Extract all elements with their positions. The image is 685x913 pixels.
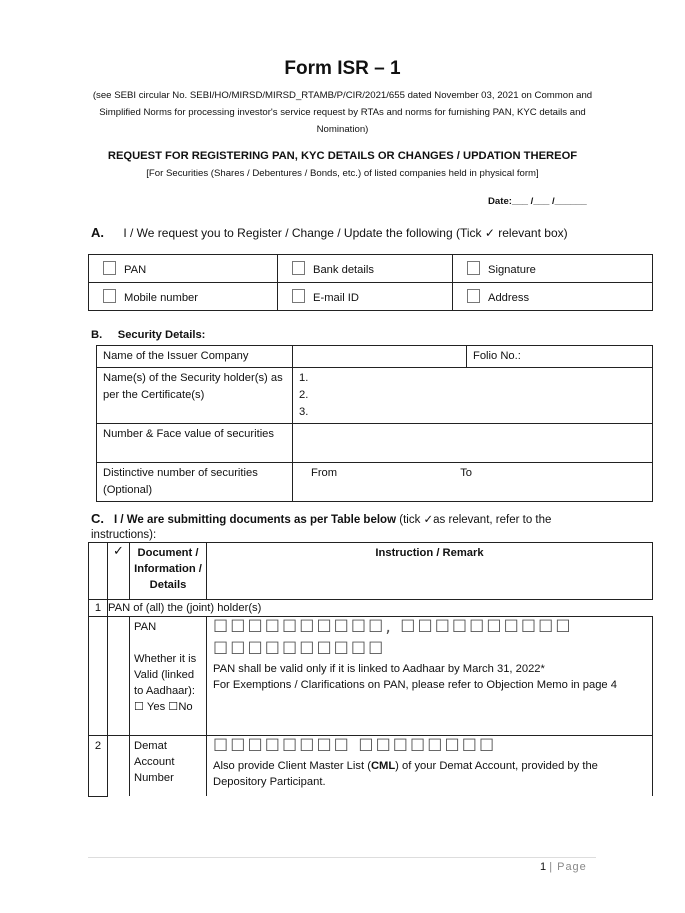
- issuer-label: Name of the Issuer Company: [97, 346, 293, 368]
- date-field[interactable]: Date:___ /___ /______: [488, 196, 587, 207]
- option-email-id[interactable]: E-mail ID: [278, 283, 453, 311]
- page-footer: [540, 861, 587, 873]
- holder-2: 2.: [299, 389, 309, 401]
- checkbox-icon[interactable]: [292, 261, 305, 275]
- section-c-text2: (tick ✓as relevant, refer to the instructions):: [91, 514, 552, 541]
- request-title: REQUEST FOR REGISTERING PAN, KYC DETAILS OR CHANGES / UPDATION THEREOF: [107, 150, 578, 162]
- distinctive-input[interactable]: [293, 463, 653, 502]
- form-title: Form ISR – 1: [284, 58, 401, 79]
- pan-boxes-row-1[interactable]: ☐☐☐☐☐☐☐☐☐☐, ☐☐☐☐☐☐☐☐☐☐: [213, 617, 573, 637]
- checkbox-icon[interactable]: [292, 289, 305, 303]
- section-b-heading: B. Security Details:: [91, 329, 206, 341]
- checkbox-icon[interactable]: [467, 261, 480, 275]
- section-c-text: I / We are submitting documents as per Table below: [114, 514, 397, 526]
- row-1-number: 1: [89, 600, 108, 617]
- page-number: 1: [540, 861, 547, 873]
- checkbox-icon[interactable]: [103, 289, 116, 303]
- issuer-input[interactable]: [293, 346, 467, 368]
- pan-note-2: For Exemptions / Clarifications on PAN, please refer to Objection Memo in page 4: [213, 679, 617, 691]
- from-label: From: [311, 467, 338, 479]
- section-c-letter: C.: [91, 511, 104, 526]
- option-pan[interactable]: PAN: [89, 255, 278, 283]
- section-a-heading: [91, 225, 568, 240]
- holders-input[interactable]: [293, 368, 653, 424]
- option-signature[interactable]: Signature: [453, 255, 653, 283]
- folio-field[interactable]: Folio No.:: [467, 346, 653, 368]
- documents-table: [88, 542, 653, 797]
- checkbox-icon[interactable]: [467, 289, 480, 303]
- option-bank-details[interactable]: Bank details: [278, 255, 453, 283]
- section-a-letter: A.: [91, 225, 104, 240]
- checkbox-icon[interactable]: [103, 261, 116, 275]
- number-face-value-input[interactable]: [293, 424, 653, 463]
- option-mobile-number[interactable]: Mobile number: [89, 283, 278, 311]
- holders-label: Name(s) of the Security holder(s) as per the Certificate(s): [97, 368, 293, 424]
- number-face-value-label: Number & Face value of securities: [97, 424, 293, 463]
- demat-boxes[interactable]: ☐☐☐☐☐☐☐☐ ☐☐☐☐☐☐☐☐: [213, 736, 497, 756]
- security-details-table: [96, 345, 653, 502]
- demat-instruction-cell: [207, 736, 653, 797]
- to-label: To: [460, 467, 473, 479]
- holder-3: 3.: [299, 406, 309, 418]
- col-instruction: Instruction / Remark: [207, 543, 653, 600]
- holder-1: 1.: [299, 372, 309, 384]
- pan-instruction-cell: [207, 617, 653, 736]
- section-a-text: I / We request you to Register / Change / Update the following (Tick ✓ relevant box): [123, 226, 568, 240]
- page-label: | Page: [549, 861, 587, 873]
- pan-label: PAN: [134, 621, 157, 633]
- row-1-text: PAN of (all) the (joint) holder(s): [108, 600, 653, 617]
- pan-cell: [130, 617, 207, 736]
- section-c-heading: [91, 511, 611, 543]
- circular-reference: (see SEBI circular No. SEBI/HO/MIRSD/MIRSD_RTAMB/P/CIR/2021/655 dated November 03, 2021 on Common and Simplified Norms for processing investor's service request by RTAs and norms for furnishing PAN, KYC details and Nomination): [92, 90, 593, 135]
- demat-label: Demat Account Number: [130, 736, 207, 797]
- request-subtitle: [For Securities (Shares / Debentures / Bonds, etc.) of listed companies held in physical form]: [146, 168, 539, 179]
- footer-divider: [88, 857, 596, 858]
- option-address[interactable]: Address: [453, 283, 653, 311]
- pan-note-1: PAN shall be valid only if it is linked to Aadhaar by March 31, 2022*: [213, 663, 545, 675]
- pan-valid-label: Whether it is Valid (linked to Aadhaar):: [134, 653, 197, 697]
- row-2-number: 2: [89, 736, 108, 797]
- tick-icon: ✓: [108, 543, 130, 600]
- yes-no-checkboxes[interactable]: ☐ Yes ☐No: [134, 701, 193, 713]
- distinctive-label: Distinctive number of securities (Optional): [97, 463, 293, 502]
- pan-boxes-row-2[interactable]: ☐☐☐☐☐☐☐☐☐☐: [213, 639, 386, 659]
- col-document: Document / Information / Details: [130, 543, 207, 600]
- update-options-table: [88, 254, 653, 311]
- demat-note: Also provide Client Master List (CML) of your Demat Account, provided by the Depository Participant.: [213, 760, 598, 788]
